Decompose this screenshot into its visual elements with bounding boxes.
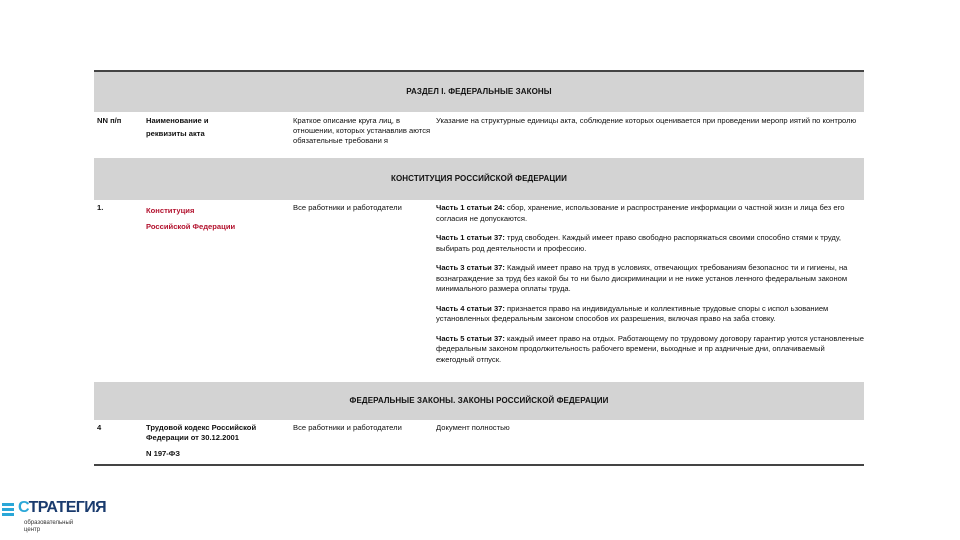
article-part-label: Часть 5 статьи 37: bbox=[436, 333, 505, 343]
document-table bbox=[94, 70, 864, 466]
row-name-line1: Трудовой кодекс Российской Федерации от 30.12.2001 bbox=[146, 423, 257, 442]
header-name bbox=[146, 116, 293, 158]
header-name-line1: Наименование и bbox=[146, 116, 209, 125]
article-part-text: сбор, хранение, использование и распространение информации о частной жизн и лица без его согласия не допускаются. bbox=[436, 203, 845, 223]
logo-subtitle bbox=[24, 520, 73, 534]
row-name-line2: Российской Федерации bbox=[146, 222, 236, 231]
federal-band: ФЕДЕРАЛЬНЫЕ ЗАКОНЫ. ЗАКОНЫ РОССИЙСКОЙ ФЕДЕРАЦИИ bbox=[94, 382, 864, 420]
bottom-rule bbox=[94, 464, 864, 466]
logo-prefix: С bbox=[18, 499, 29, 516]
article-part-label: Часть 4 статьи 37: bbox=[436, 303, 505, 313]
row-name-line1: Конституция bbox=[146, 206, 195, 215]
row-num: 4 bbox=[97, 423, 102, 432]
article-part-text: труд свободен. Каждый имеет право свободно распоряжаться своими способно стями к труду, выбирать род деятельности и профессию. bbox=[436, 233, 842, 253]
row-name bbox=[146, 203, 293, 382]
row-name-line2: N 197-ФЗ bbox=[146, 449, 181, 458]
article-part bbox=[436, 233, 864, 254]
header-desc: Краткое описание круга лиц, в отношении, которых устанавлив аются обязательные требовани я bbox=[293, 116, 431, 145]
header-num: NN п/п bbox=[97, 116, 122, 125]
row-name bbox=[146, 423, 293, 464]
section-title: РАЗДЕЛ I. ФЕДЕРАЛЬНЫЕ ЗАКОНЫ bbox=[94, 72, 864, 112]
article-part-text: признается право на индивидуальные и коллективные трудовые споры с испол ьзованием установленных федеральным законом способов их разрешения, включая право на заба стовку. bbox=[436, 303, 829, 323]
article-part bbox=[436, 263, 864, 295]
article-part bbox=[436, 203, 864, 224]
row-num: 1. bbox=[97, 203, 104, 212]
article-part-text: Каждый имеет право на труд в условиях, отвечающих требованиям безопаснос ти и гигиены, на вознаграждение за труд без какой бы то ни было дискриминации и не ниже установ ленного федеральным законом минимального размера оплаты труда. bbox=[436, 263, 848, 293]
article-part-label: Часть 3 статьи 37: bbox=[436, 263, 505, 272]
logo-sub-line1: образовательный bbox=[24, 520, 74, 526]
logo-wordmark bbox=[18, 499, 106, 517]
logo-bars-icon bbox=[2, 503, 14, 518]
row-parts bbox=[436, 203, 864, 382]
article-part-text: каждый имеет право на отдых. Работающему по трудовому договору гарантир уются установленные федеральным законом продолжительность рабочего времени, выходные и пр аздничные дни, оплачиваемый ежегодный отпуск. bbox=[436, 333, 864, 364]
constitution-band: КОНСТИТУЦИЯ РОССИЙСКОЙ ФЕДЕРАЦИИ bbox=[94, 158, 864, 200]
article-part bbox=[436, 304, 864, 325]
strategy-logo bbox=[2, 497, 112, 537]
logo-rest: ТРАТЕГИЯ bbox=[28, 499, 107, 516]
table-row bbox=[94, 200, 864, 382]
table-row bbox=[94, 420, 864, 464]
row-desc: Все работники и работодатели bbox=[293, 203, 402, 212]
table-header-row bbox=[94, 112, 864, 158]
header-name-line2: реквизиты акта bbox=[146, 129, 205, 138]
row-ref: Документ полностью bbox=[436, 423, 510, 432]
header-ref: Указание на структурные единицы акта, соблюдение которых оценивается при проведении меропр иятий по контролю bbox=[436, 116, 857, 125]
article-part-label: Часть 1 статьи 37: bbox=[436, 233, 505, 242]
article-part bbox=[436, 334, 864, 366]
article-part-label: Часть 1 статьи 24: bbox=[436, 203, 505, 212]
logo-sub-line2: центр bbox=[24, 527, 41, 533]
row-desc: Все работники и работодатели bbox=[293, 423, 402, 432]
